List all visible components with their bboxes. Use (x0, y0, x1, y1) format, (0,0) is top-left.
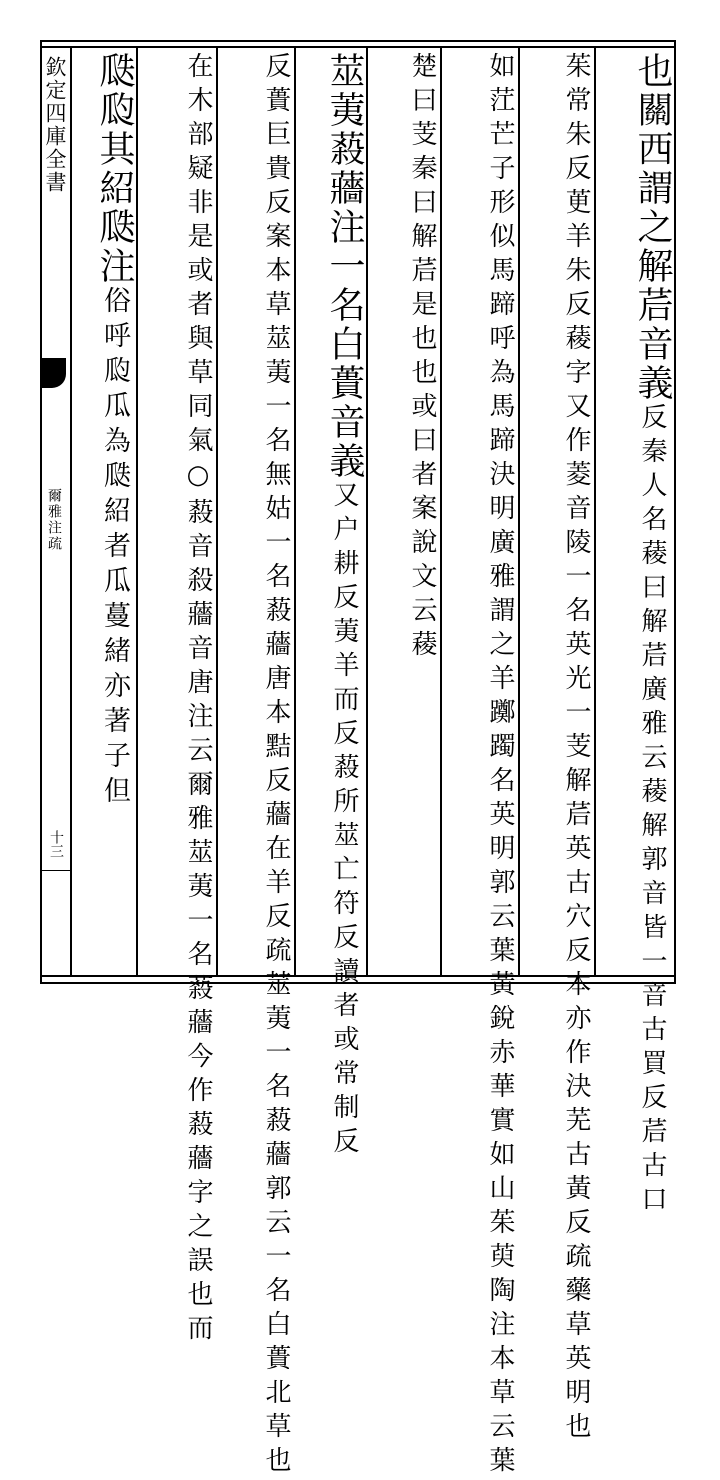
commentary-right: 也或曰者案說文云薐 (407, 358, 437, 664)
commentary-pair (634, 403, 670, 1219)
margin-page-number: 十三 (48, 830, 64, 858)
commentary-left: 在木部疑非是或者與草同氣○蔱音殺蘠音唐 (183, 52, 213, 702)
commentary-pair (180, 52, 216, 1348)
commentary-pair (326, 481, 362, 1161)
page-margin (40, 48, 72, 975)
commentary-single: 俗呼瓝瓜為瓞紹者瓜蔓緒亦著子但 (99, 286, 130, 811)
margin-fishtail-mark (42, 358, 66, 388)
text-column-4 (368, 52, 440, 972)
commentary-pair (404, 52, 440, 664)
commentary-left: 楚曰芰秦曰解茩是也 (407, 52, 437, 358)
text-column-3 (442, 52, 518, 1480)
commentary-right: 注云爾雅莁荑一名蔱蘠今作蔱蘠字之誤也而 (183, 702, 213, 1348)
commentary-right: 莁亡符反讀者或常制反 (329, 821, 359, 1161)
main-text: 也關西謂之解茩音義 (632, 52, 673, 403)
text-column-1 (596, 52, 674, 1219)
commentary-left: 反秦人名薐曰解茩廣雅云薐 (637, 403, 667, 811)
text-column-2 (520, 52, 594, 1446)
text-column-5 (296, 52, 366, 1161)
commentary-right: 解郭音皆一音古買反茩古口 (637, 811, 667, 1219)
margin-page-rule (40, 870, 70, 871)
commentary-left: 又户耕反荑羊而反蔱所 (329, 481, 359, 821)
commentary-right: 芰解茩英古穴反本亦作決芜古黃反疏藥草英明也 (561, 732, 591, 1446)
margin-collection-title: 欽定四庫全書 (43, 56, 67, 194)
text-column-6 (218, 52, 294, 1480)
text-column-8 (72, 52, 136, 972)
commentary-right: 黠反蘠在羊反疏莁荑一名蔱蘠郭云一名白蕢北草也 (261, 732, 291, 1480)
commentary-pair (482, 52, 518, 1480)
commentary-pair (258, 52, 294, 1480)
commentary-right: 名英明郭云葉黃銳赤華實如山茱萸陶注本草云葉 (485, 766, 515, 1480)
commentary-left: 反蕢巨貴反案本草莁荑一名無姑一名蔱蘠唐本 (261, 52, 291, 732)
main-text: 莁荑蔱蘠注一名白蕢音義 (324, 52, 365, 481)
margin-book-title: 爾雅注疏 (46, 488, 62, 552)
main-text: 瓞瓝其紹瓞注 (94, 52, 135, 286)
text-column-7 (138, 52, 216, 1348)
commentary-pair (558, 52, 594, 1446)
commentary-left: 如茳芒子形似馬蹄呼為馬蹄決明廣雅謂之羊躑躅 (485, 52, 515, 766)
commentary-left: 茱常朱反茰羊朱反薐字又作菱音陵一名英光一 (561, 52, 591, 732)
